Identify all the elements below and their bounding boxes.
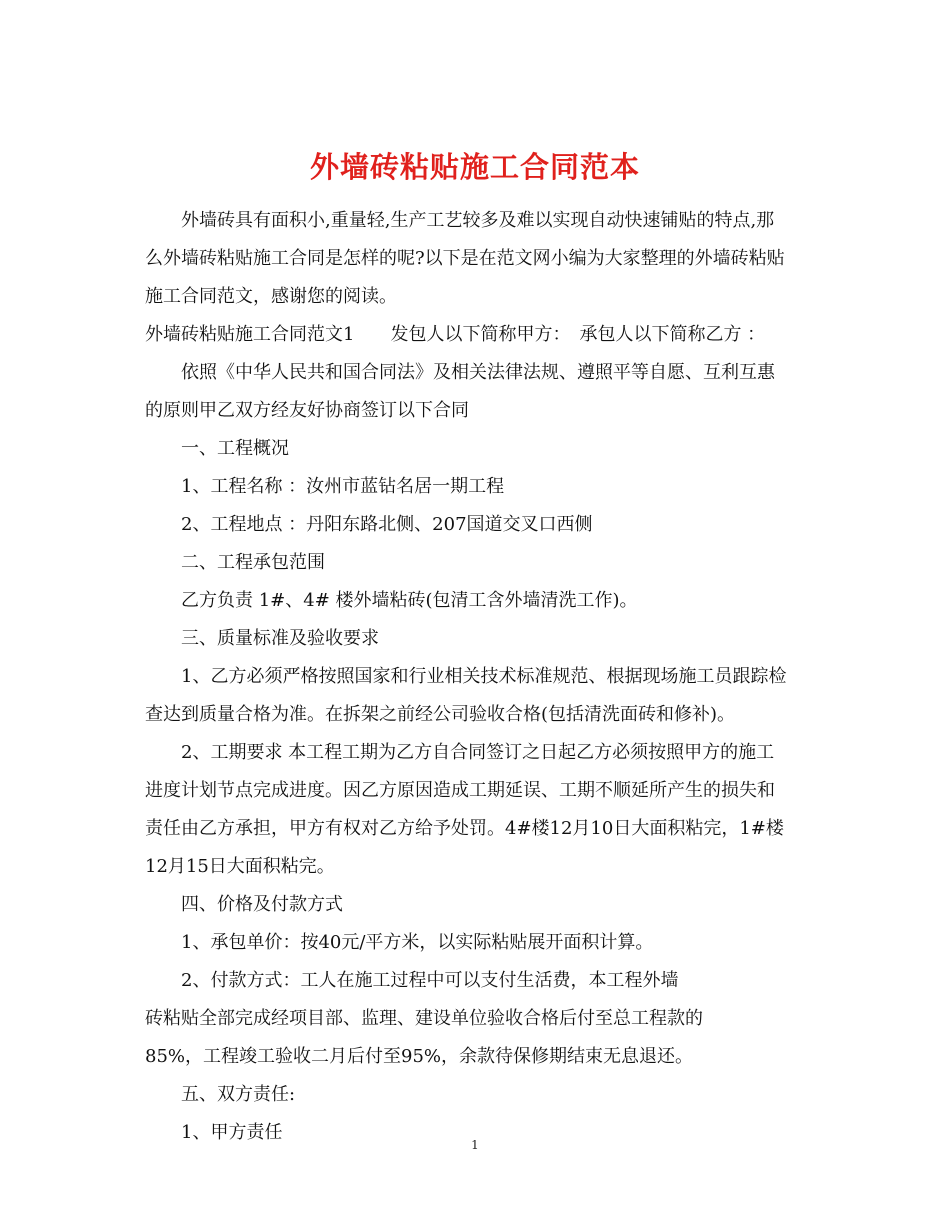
- page-number: 1: [471, 1138, 479, 1152]
- document-title: 外墙砖粘贴施工合同范本: [309, 150, 640, 185]
- paragraph-line: 外墙砖粘贴施工合同范文1 发包人以下简称甲方： 承包人以下简称乙方 ：: [145, 324, 766, 345]
- paragraph-line: 2、工程地点 ：丹阳东路北侧、207国道交叉口西侧: [181, 514, 593, 535]
- paragraph-line: 2、付款方式：工人在施工过程中可以支付生活费，本工程外墙: [181, 970, 679, 991]
- paragraph-line: 1、承包单价：按40元/平方米，以实际粘贴展开面积计算。: [181, 932, 654, 953]
- paragraph-line: 依照《中华人民共和国合同法》及相关法律法规、遵照平等自愿、互利互惠: [181, 362, 775, 383]
- paragraph-line: 1、甲方责任: [181, 1122, 283, 1143]
- paragraph-line: 12月15日大面积粘完。: [145, 856, 335, 877]
- section-heading: 三、质量标准及验收要求: [181, 628, 379, 649]
- paragraph-line: 乙方负责 1#、4# 楼外墙粘砖(包清工含外墙清洗工作)。: [181, 590, 638, 611]
- paragraph-line: 85%，工程竣工验收二月后付至95%，余款待保修期结束无息退还。: [145, 1046, 694, 1067]
- document-body: [145, 202, 810, 1152]
- paragraph-line: 的原则甲乙双方经友好协商签订以下合同: [145, 400, 469, 421]
- section-heading: 二、工程承包范围: [181, 552, 325, 573]
- paragraph-line: 1、乙方必须严格按照国家和行业相关技术标准规范、根据现场施工员跟踪检: [181, 666, 787, 687]
- paragraph-line: 2、工期要求 本工程工期为乙方自合同签订之日起乙方必须按照甲方的施工: [181, 742, 775, 763]
- paragraph-line: 责任由乙方承担，甲方有权对乙方给予处罚。4#楼12月10日大面积粘完，1#楼: [145, 818, 784, 839]
- paragraph-line: 外墙砖具有面积小,重量轻,生产工艺较多及难以实现自动快速铺贴的特点,那: [181, 210, 775, 231]
- section-heading: 五、双方责任:: [181, 1084, 296, 1105]
- paragraph-line: 么外墙砖粘贴施工合同是怎样的呢?以下是在范文网小编为大家整理的外墙砖粘贴: [145, 248, 785, 269]
- section-heading: 一、工程概况: [181, 438, 289, 459]
- paragraph-line: 查达到质量合格为准。在拆架之前经公司验收合格(包括清洗面砖和修补)。: [145, 704, 736, 725]
- paragraph-line: 砖粘贴全部完成经项目部、监理、建设单位验收合格后付至总工程款的: [145, 1008, 703, 1029]
- paragraph-line: 进度计划节点完成进度。因乙方原因造成工期延误、工期不顺延所产生的损失和: [145, 780, 775, 801]
- paragraph-line: 施工合同范文，感谢您的阅读。: [145, 286, 397, 307]
- section-heading: 四、价格及付款方式: [181, 894, 343, 915]
- paragraph-line: 1、工程名称 ：汝州市蓝钻名居一期工程: [181, 476, 505, 497]
